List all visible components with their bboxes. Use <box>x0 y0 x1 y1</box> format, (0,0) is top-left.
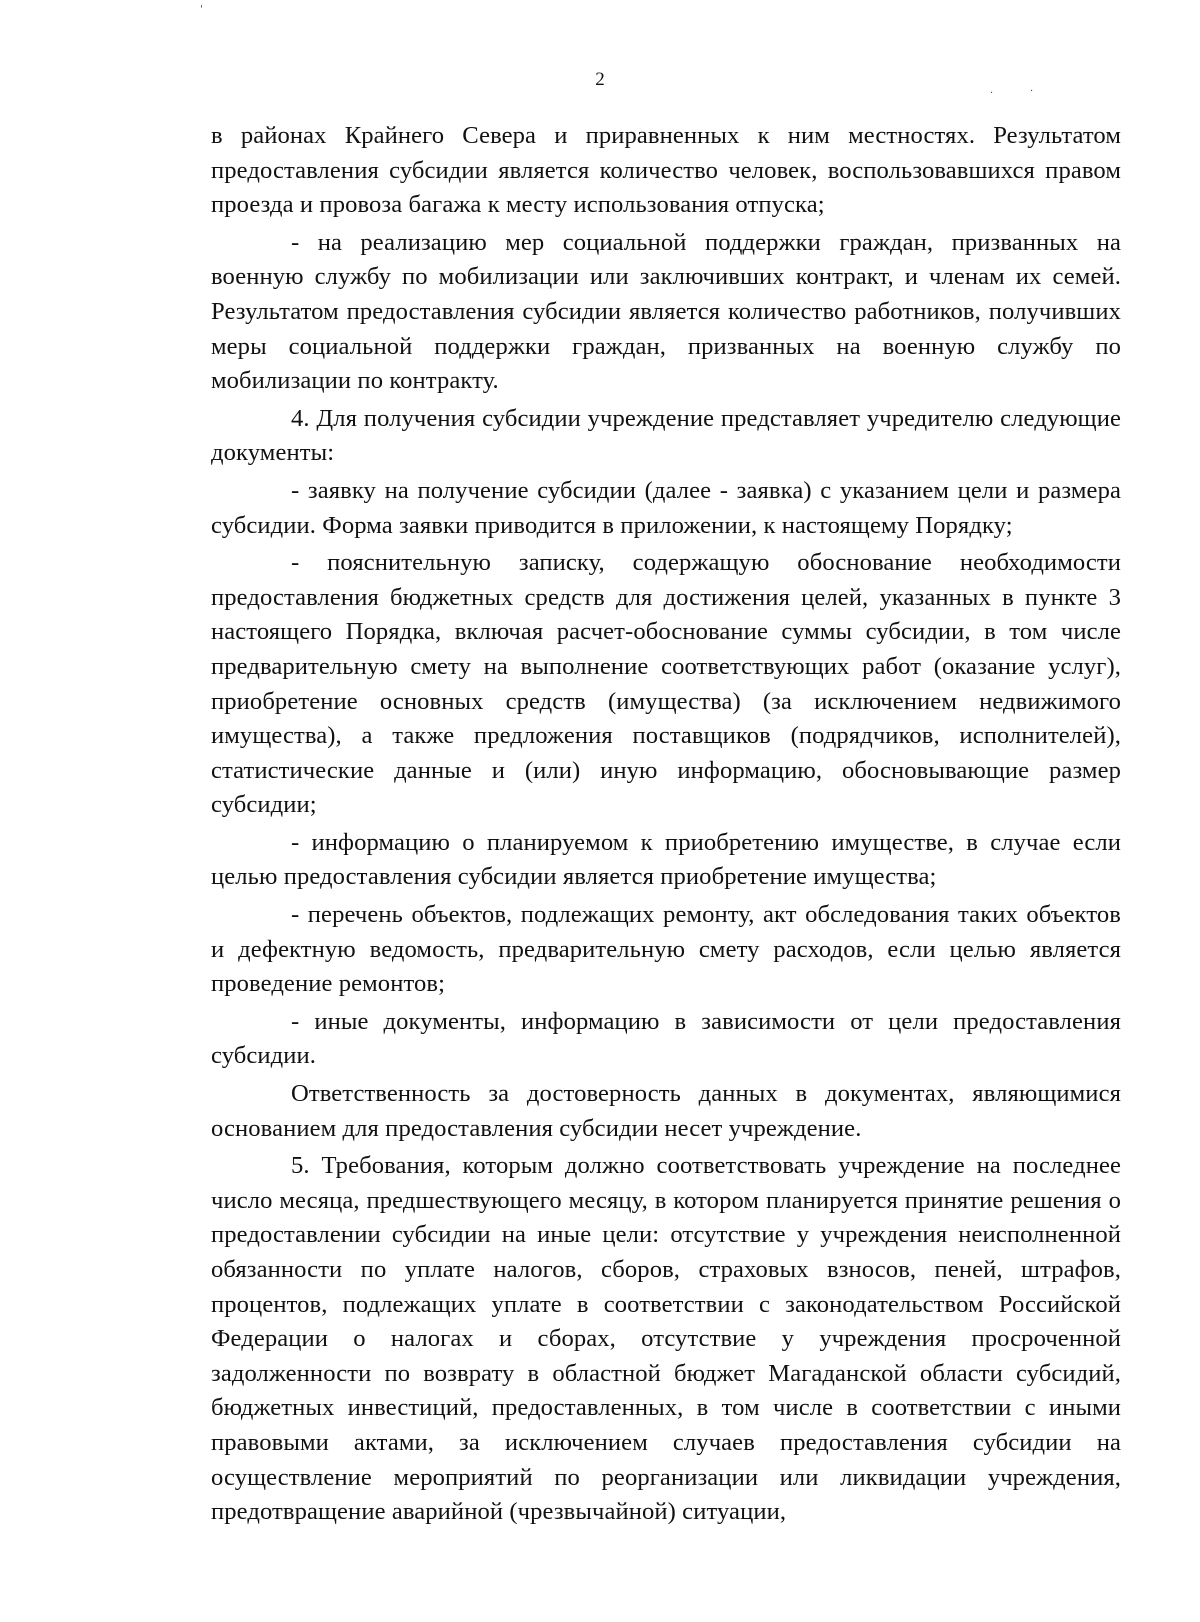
paragraph-section-5: 5. Требования, которым должно соответствовать учреждение на последнее число месяца, предшествующего месяцу, в котором планируется принятие решения о предоставлении субсидии на иные цели: отсутствие у учреждения неисполненной обязанности по уплате налогов, сборов, страховых взносов, пеней, штрафов, процентов, подлежащих уплате в соответствии с законодательством Российской Федерации о налогах и сборах, отсутствие у учреждения просроченной задолженности по возврату в областной бюджет Магаданской области субсидий, бюджетных инвестиций, предоставленных, в том числе в соответствии с иными правовыми актами, за исключением случаев предоставления субсидии на осуществление мероприятий по реорганизации или ликвидации учреждения, предотвращение аварийной (чрезвычайной) ситуации, <box>211 1152 1121 1526</box>
paragraph-continuation: в районах Крайнего Севера и приравненных к ним местностях. Результатом предоставления субсидии является количество человек, воспользовавшихся правом проезда и провоза багажа к месту использования отпуска; <box>211 122 1121 219</box>
paragraph-repair-objects: - перечень объектов, подлежащих ремонту, акт обследования таких объектов и дефектную ведомость, предварительную смету расходов, если целью является проведение ремонтов; <box>211 901 1121 998</box>
scan-artifact: · <box>990 88 994 99</box>
paragraph-mobilization-support: - на реализацию мер социальной поддержки граждан, призванных на военную службу по мобилизации или заключивших контракт, и членам их семей. Результатом предоставления субсидии является количество работников, получивших меры социальной поддержки граждан, призванных на военную службу по мобилизации по контракту. <box>211 228 1121 395</box>
paragraph-application: - заявку на получение субсидии (далее - заявка) с указанием цели и размера субсидии. Форма заявки приводится в приложении, к настоящему Порядку; <box>211 476 1121 539</box>
document-body <box>211 119 1121 1530</box>
scan-artifact: · <box>1030 86 1034 97</box>
paragraph-other-documents: - иные документы, информацию в зависимости от цели предоставления субсидии. <box>211 1007 1121 1070</box>
page-number: 2 <box>595 69 605 90</box>
paragraph-property-info: - информацию о планируемом к приобретению имуществе, в случае если целью предоставления субсидии является приобретение имущества; <box>211 828 1121 891</box>
paragraph-responsibility: Ответственность за достоверность данных в документах, являющимися основанием для предоставления субсидии несет учреждение. <box>211 1080 1121 1142</box>
paragraph-section-4: 4. Для получения субсидии учреждение представляет учредителю следующие документы: <box>211 404 1121 467</box>
scan-artifact: ' <box>200 4 203 15</box>
paragraph-explanatory-note: - пояснительную записку, содержащую обоснование необходимости предоставления бюджетных средств для достижения целей, указанных в пункте 3 настоящего Порядка, включая расчет-обоснование суммы субсидии, в том числе предварительную смету на выполнение соответствующих работ (оказание услуг), приобретение основных средств (имущества) (за исключением недвижимого имущества), а также предложения поставщиков (подрядчиков, исполнителей), статистические данные и (или) иную информацию, обосновывающие размер субсидии; <box>211 549 1121 819</box>
